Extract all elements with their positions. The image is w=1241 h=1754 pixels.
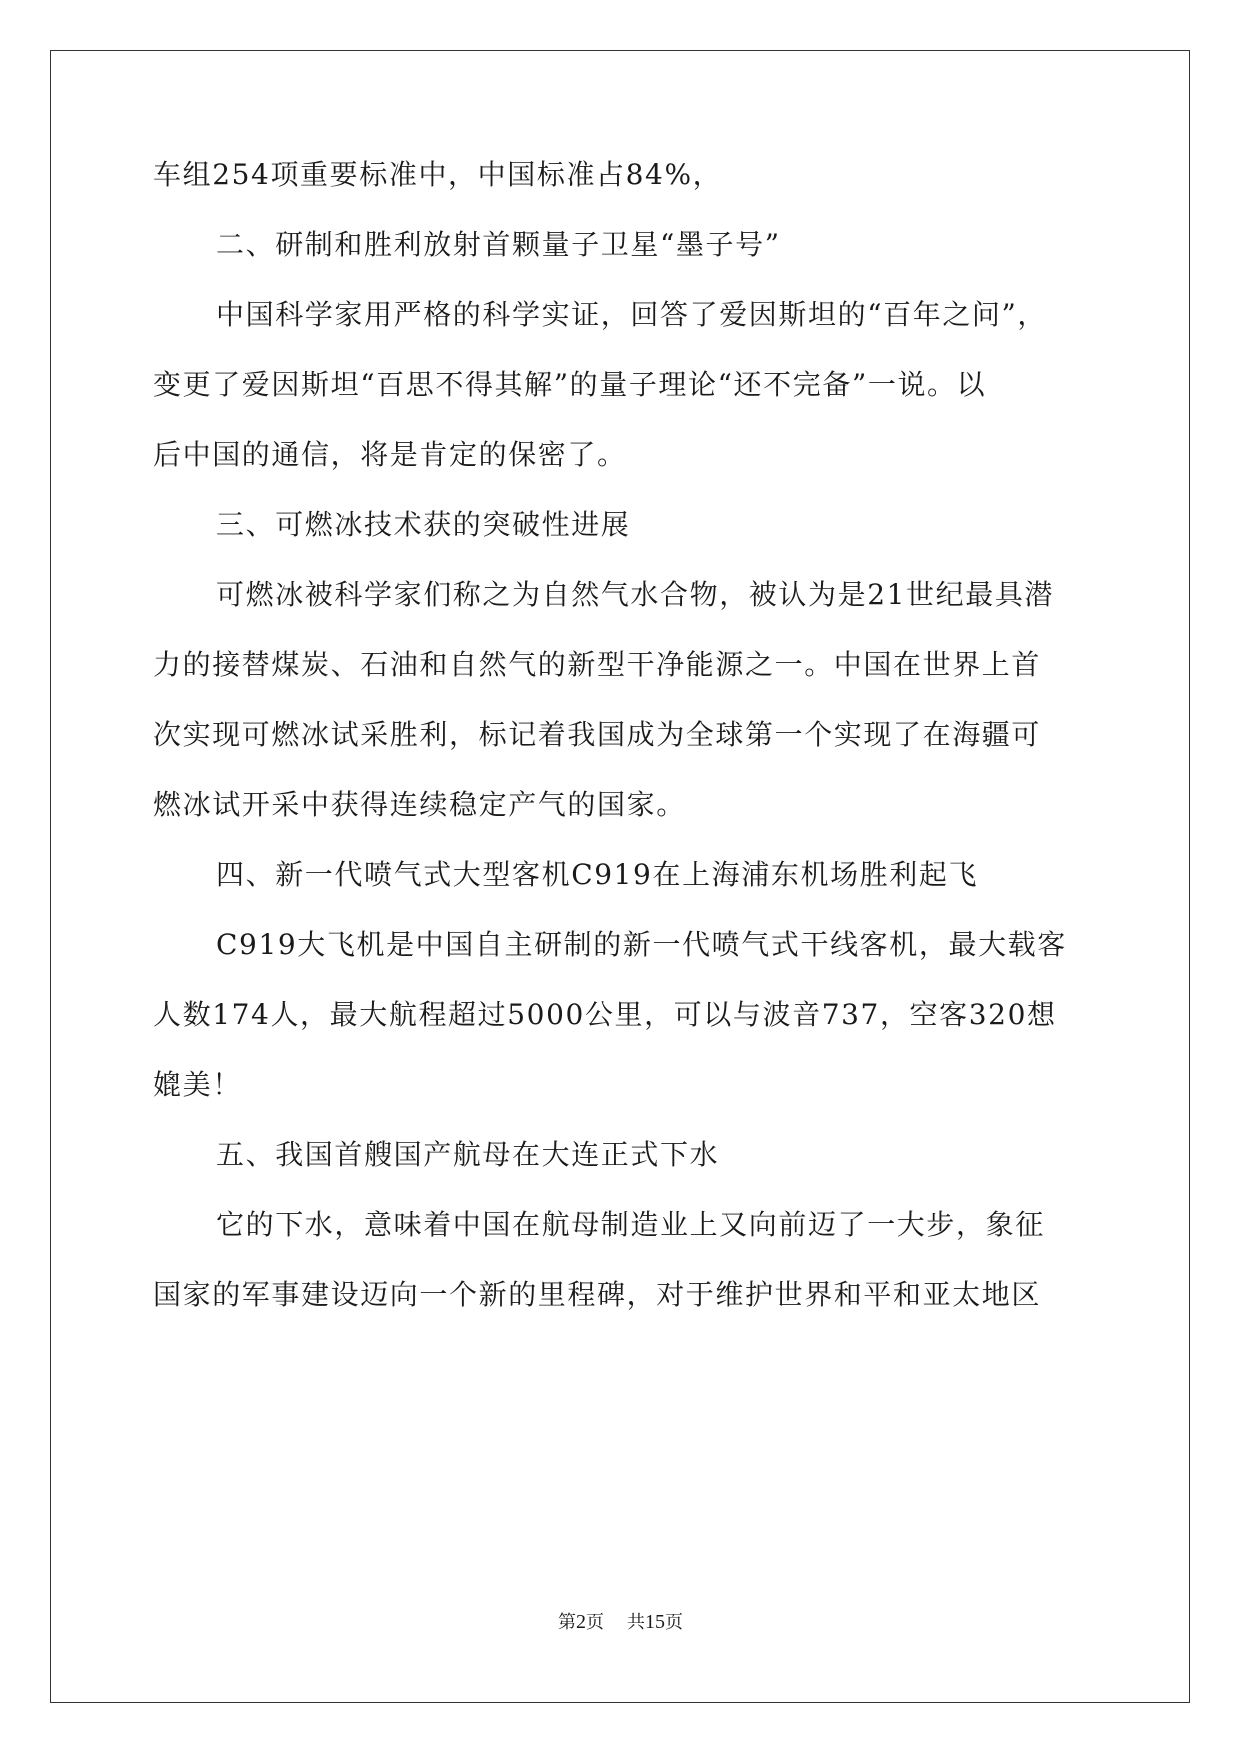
section-heading: 四、新一代喷气式大型客机C919在上海浦东机场胜利起飞 (216, 858, 979, 891)
body-line: 它的下水，意味着中国在航母制造业上又向前迈了一大步，象征 (216, 1208, 1045, 1241)
body-line: 燃冰试开采中获得连续稳定产气的国家。 (153, 788, 686, 821)
body-line: 中国科学家用严格的科学实证，回答了爱因斯坦的“百年之问”， (216, 298, 1048, 331)
body-line: 国家的军事建设迈向一个新的里程碑，对于维护世界和平和亚太地区 (153, 1278, 1042, 1311)
page-prefix: 第 (558, 1612, 577, 1633)
body-line: 变更了爱因斯坦“百思不得其解”的量子理论“还不完备”一说。以 (153, 368, 987, 401)
total-suffix: 页 (664, 1612, 683, 1633)
body-line: 后中国的通信，将是肯定的保密了。 (153, 438, 627, 471)
page-footer (0, 1610, 1241, 1635)
body-line: 可燃冰被科学家们称之为自然气水合物，被认为是21世纪最具潜 (216, 578, 1055, 611)
body-line: 次实现可燃冰试采胜利，标记着我国成为全球第一个实现了在海疆可 (153, 718, 1042, 751)
page-number: 2 (576, 1611, 587, 1633)
body-line: C919大飞机是中国自主研制的新一代喷气式干线客机，最大载客 (216, 928, 1067, 961)
total-prefix: 共 (626, 1612, 645, 1633)
section-heading: 五、我国首艘国产航母在大连正式下水 (216, 1138, 720, 1171)
section-heading: 二、研制和胜利放射首颗量子卫星“墨子号” (216, 228, 781, 261)
page-suffix: 页 (586, 1612, 605, 1633)
section-heading: 三、可燃冰技术获的突破性进展 (216, 508, 631, 541)
total-pages: 15 (644, 1611, 665, 1633)
body-line: 车组254项重要标准中，中国标准占84%， (153, 158, 723, 191)
body-line: 媲美！ (153, 1068, 242, 1101)
body-line: 人数174人，最大航程超过5000公里，可以与波音737，空客320想 (153, 998, 1057, 1031)
body-line: 力的接替煤炭、石油和自然气的新型干净能源之一。中国在世界上首 (153, 648, 1042, 681)
